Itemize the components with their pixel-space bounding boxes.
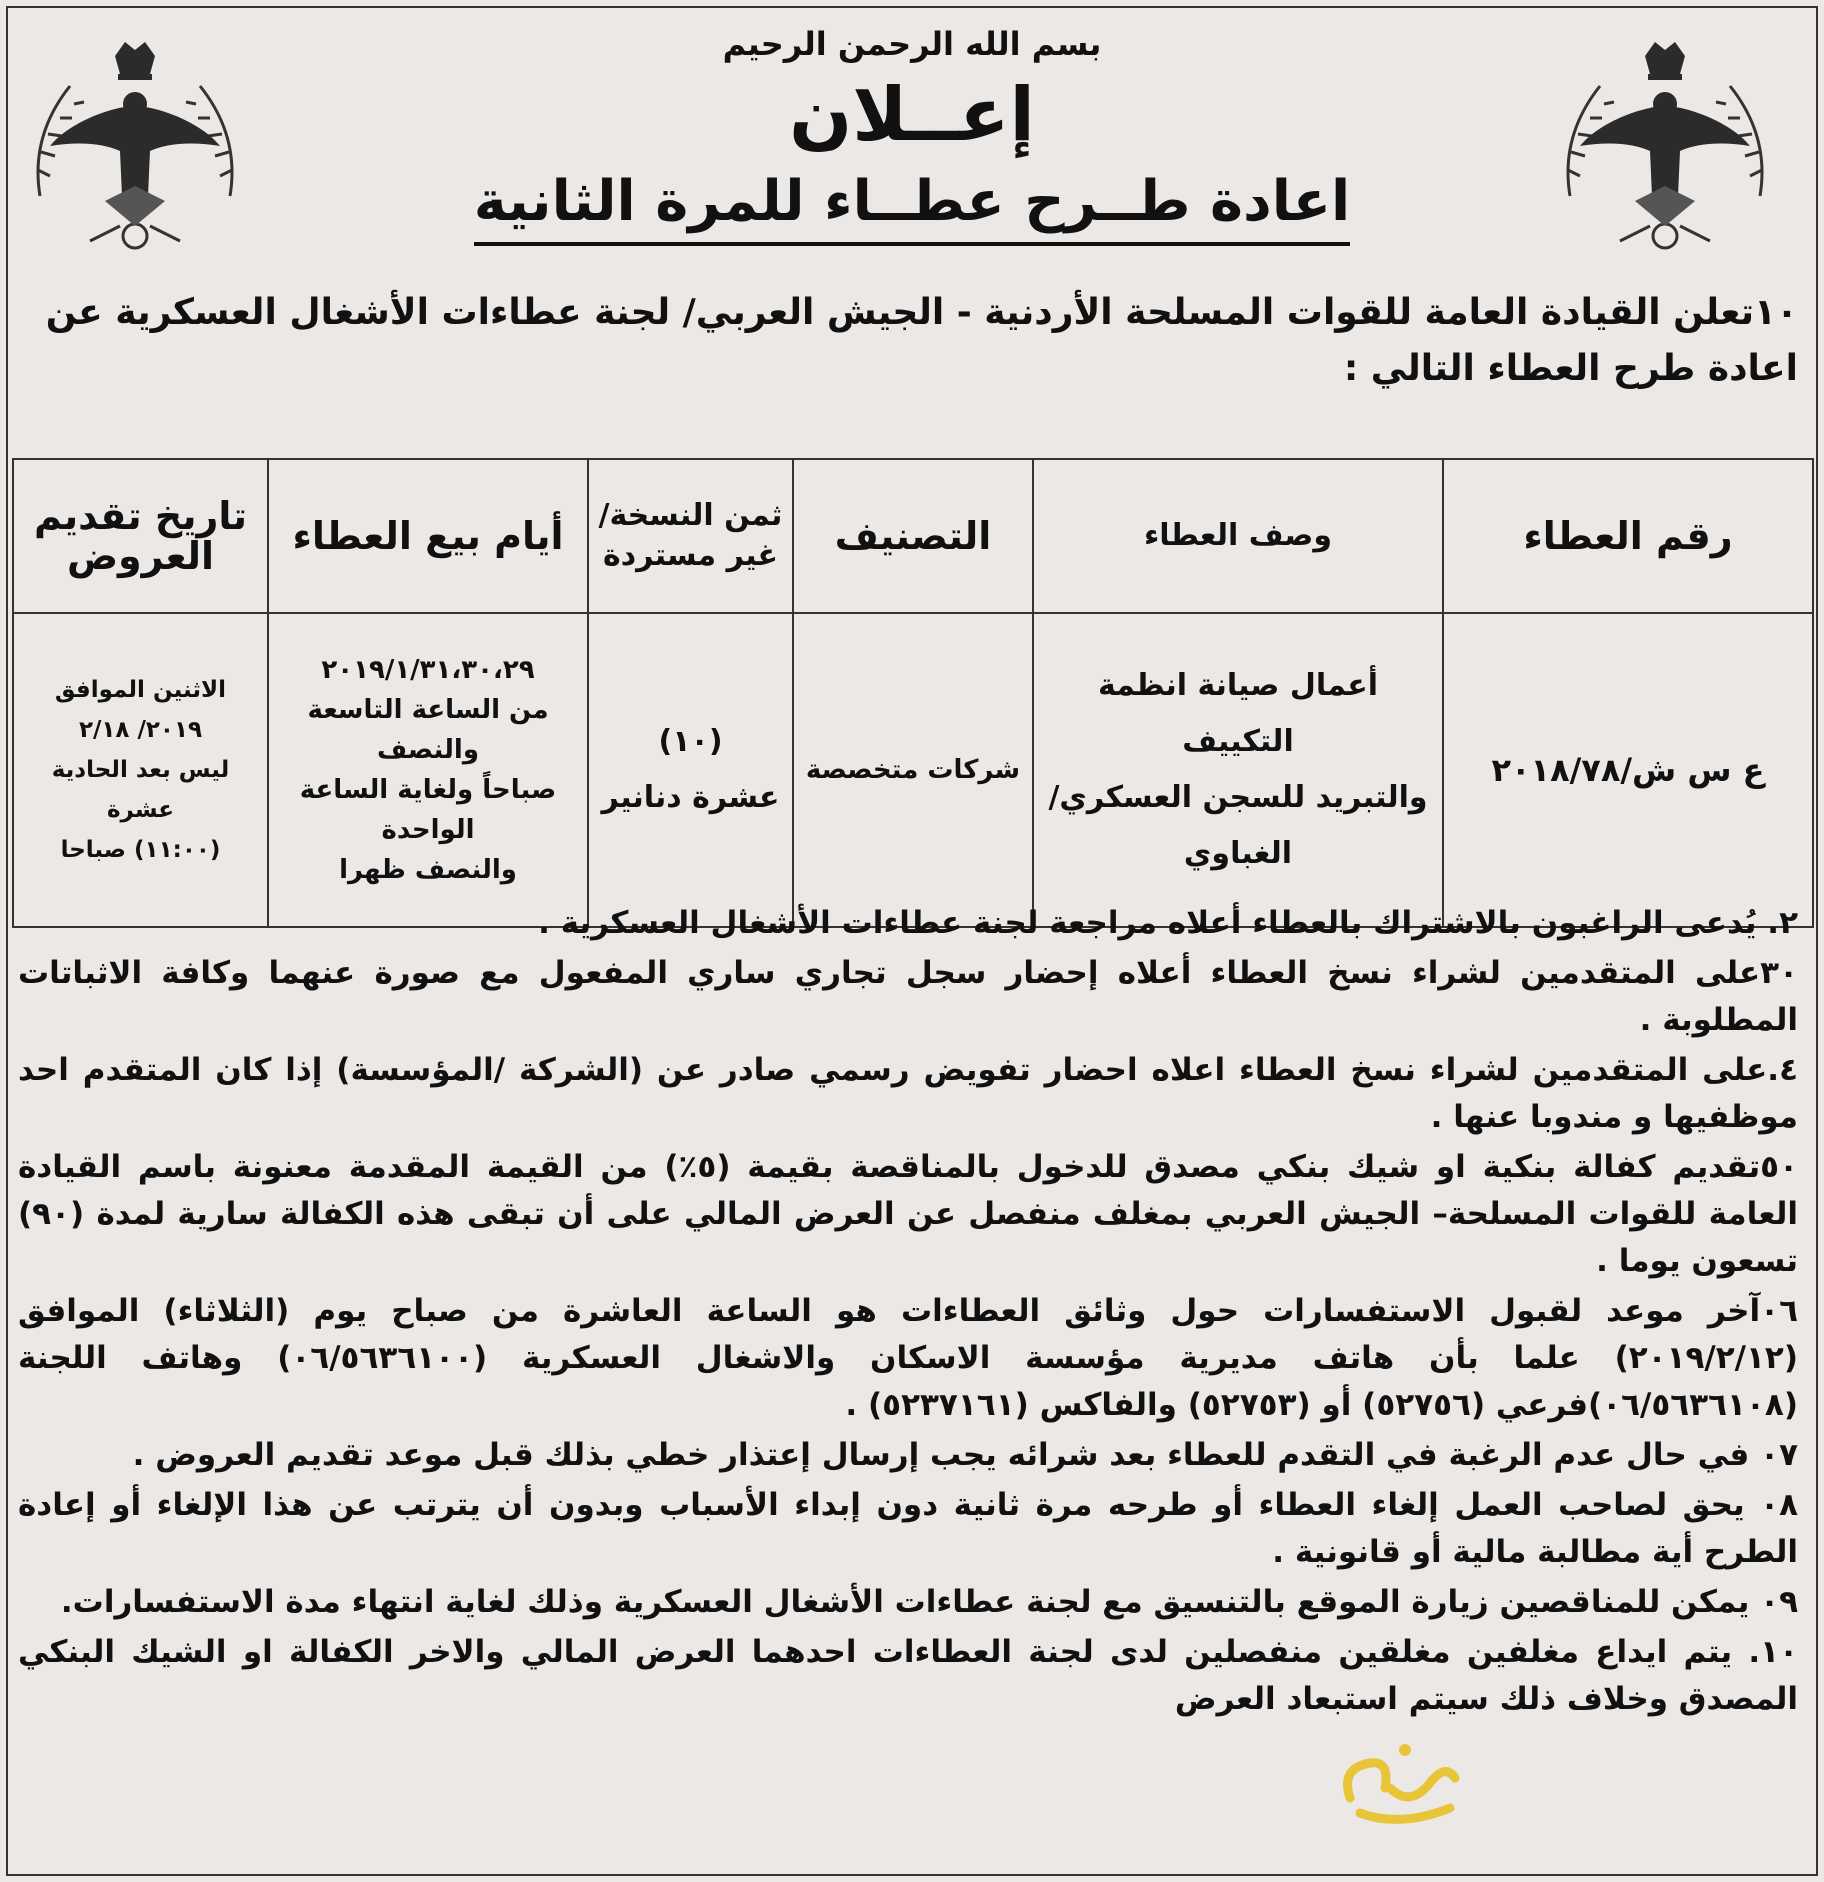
intro-line-1: ١٠تعلن القيادة العامة للقوات المسلحة الأردنية - الجيش العربي/ لجنة عطاءات الأشغال العسكرية عن (45, 292, 1798, 333)
announcement-subtitle: اعادة طــرح عطــاء للمرة الثانية (474, 166, 1351, 246)
list-item: ٠٦آخر موعد لقبول الاستفسارات حول وثائق العطاءات هو الساعة العاشرة من صباح يوم (الثلاثاء) الموافق (٢٠١٩/٢/١٢) علما بأن هاتف مديرية مؤسسة الاسكان والاشغال العسكرية (٠٦/٥٦٣٦١٠٠) وهاتف اللجنة (٠٦/٥٦٣٦١٠٨)فرعي (٥٢٧٥٦) أو (٥٢٧٥٣) والفاكس (٥٢٣٧١٦١) . (18, 1293, 1798, 1423)
armed-forces-emblem-icon (10, 26, 260, 276)
cell-submission-date: الاثنين الموافق ٢٠١٩/ ٢/١٨ ليس بعد الحادية عشرة (١١:٠٠) صباحا (13, 613, 268, 927)
list-item: ٥٠تقديم كفالة بنكية او شيك بنكي مصدق للدخول بالمناقصة بقيمة (٥٪) من القيمة المقدمة معنونة باسم القيادة العامة للقوات المسلحة– الجيش العربي بمغلف منفصل عن العرض المالي على أن تبقى هذه الكفالة سارية لمدة (٩٠) تسعون يوما . (18, 1149, 1798, 1279)
announcement-header (300, 22, 1524, 246)
header-classification: التصنيف (793, 459, 1033, 613)
list-item: ٢. يُدعى الراغبون بالاشتراك بالعطاء أعلاه مراجعة لجنة عطاءات الأشغال العسكرية . (538, 905, 1798, 941)
list-item: ٣٠على المتقدمين لشراء نسخ العطاء أعلاه إحضار سجل تجاري ساري المفعول مع صورة عنهما وكافة الاثباتات المطلوبة . (18, 955, 1798, 1038)
header-tender-description: وصف العطاء (1033, 459, 1443, 613)
intro-line-2: اعادة طرح العطاء التالي : (1343, 348, 1798, 389)
cell-tender-number: ع س ش/٢٠١٨/٧٨ (1443, 613, 1813, 927)
cell-tender-description: أعمال صيانة انظمة التكييف والتبريد للسجن العسكري/ الغباوي (1033, 613, 1443, 927)
header-tender-number: رقم العطاء (1443, 459, 1813, 613)
cell-classification: شركات متخصصة (793, 613, 1033, 927)
tender-table (12, 458, 1814, 928)
cell-copy-price: (١٠) عشرة دنانير (588, 613, 793, 927)
table-row (13, 613, 1813, 927)
cell-sale-days: ٢٠١٩/١/٣١،٣٠،٢٩ من الساعة التاسعة والنصف صباحاً ولغاية الساعة الواحدة والنصف ظهرا (268, 613, 588, 927)
list-item: ٠٨ يحق لصاحب العمل إلغاء العطاء أو طرحه مرة ثانية دون إبداء الأسباب وبدون أن يترتب عن هذا الإلغاء أو إعادة الطرح أية مطالبة مالية أو قانونية . (18, 1487, 1798, 1570)
basmala: بسم الله الرحمن الرحيم (722, 25, 1102, 63)
table-header-row (13, 459, 1813, 613)
list-item: ٤.على المتقدمين لشراء نسخ العطاء اعلاه احضار تفويض رسمي صادر عن (الشركة /المؤسسة) إذا كان المتقدم احد موظفيها و مندوبا عنها . (18, 1052, 1798, 1135)
announcement-title: إعــلان (789, 72, 1035, 158)
header-sale-days: أيام بيع العطاء (268, 459, 588, 613)
armed-forces-emblem-icon (1540, 26, 1790, 276)
announcement-items (18, 900, 1798, 1726)
list-item: ٠٩ يمكن للمناقصين زيارة الموقع بالتنسيق مع لجنة عطاءات الأشغال العسكرية وذلك لغاية انتهاء مدة الاستفسارات. (60, 1584, 1798, 1620)
source-watermark-logo (1330, 1728, 1470, 1838)
header-submission-date: تاريخ تقديم العروض (13, 459, 268, 613)
list-item: ٠٧ في حال عدم الرغبة في التقدم للعطاء بعد شرائه يجب إرسال إعتذار خطي بذلك قبل موعد تقديم العروض . (132, 1437, 1798, 1473)
list-item: ١٠. يتم ايداع مغلفين مغلقين منفصلين لدى لجنة العطاءات احدهما العرض المالي والاخر الكفالة او الشيك البنكي المصدق وخلاف ذلك سيتم استبعاد العرض (18, 1634, 1798, 1717)
header-copy-price: ثمن النسخة/ غير مستردة (588, 459, 793, 613)
intro-paragraph (18, 285, 1798, 397)
